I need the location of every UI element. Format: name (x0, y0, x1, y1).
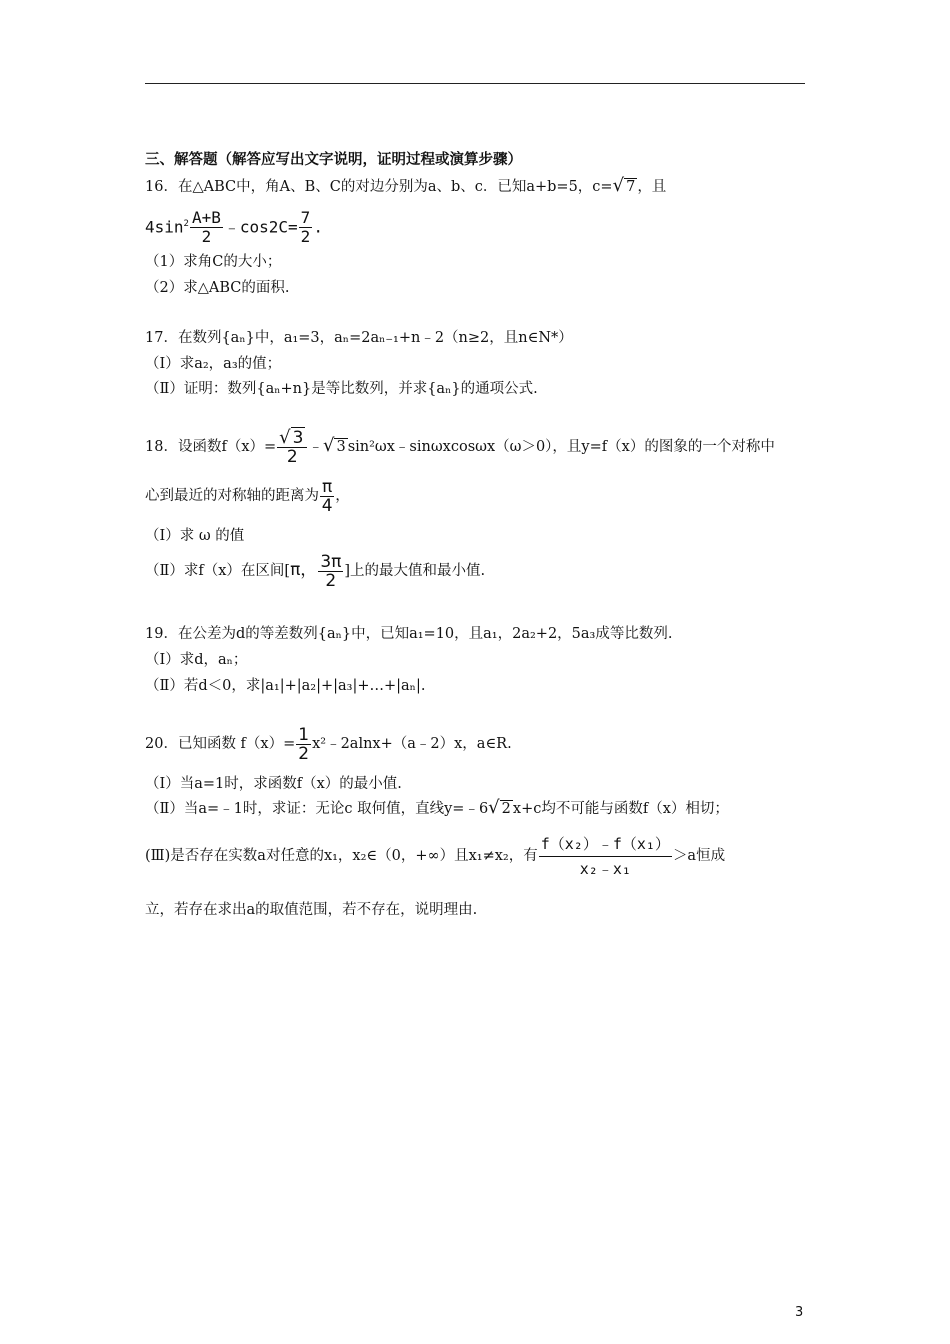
q18-part2: （Ⅱ）求f（x）在区间[π， $\frac{3\pi}{2}$ ]上的最大值和最小值. (145, 551, 486, 591)
q17-statement: 17．在数列{aₙ}中，a₁=3，aₙ=2aₙ₋₁+n﹣2（n≥2，且n∈N*） (145, 330, 573, 346)
q19-part1: （Ⅰ）求d，aₙ； (145, 652, 248, 668)
q16-part2: （2）求△ABC的面积. (145, 280, 290, 296)
fraction: $\frac{\text{f（x₂）﹣f（x₁）}}{\text{x₂﹣x₁}}$ (539, 832, 672, 881)
fraction: $\frac{1}{2}$ (298, 724, 310, 764)
q20-part2: （Ⅱ）当a=﹣1时，求证：无论c 取何值，直线y=﹣6√ 2 x+c均不可能与函数f（x）相切； (145, 797, 729, 818)
q16-part1: （1）求角C的大小； (145, 254, 282, 270)
fraction: $\frac{3\pi}{2}$ (320, 551, 342, 591)
q20-statement: 20．已知函数 f（x）= $\frac{1}{2}$ x²﹣2alnx+（a﹣2）x，a∈R. (145, 724, 512, 764)
sqrt-symbol: √ 7 (612, 175, 636, 196)
q18-part1: （Ⅰ）求 ω 的值 (145, 528, 245, 544)
header-rule (145, 83, 805, 84)
fraction: $\frac{\pi}{4}$ (321, 476, 333, 516)
q16-text: 16．在△ABC中，角A、B、C的对边分别为a、b、c．已知a+b=5，c= (145, 179, 613, 195)
q19-part2: （Ⅱ）若d＜0，求|a₁|+|a₂|+|a₃|+…+|aₙ|. (145, 678, 426, 694)
q19-statement: 19．在公差为d的等差数列{aₙ}中，已知a₁=10，且a₁，2a₂+2，5a₃成等比数列. (145, 626, 673, 642)
fraction: $\frac{7}{2}$ (300, 208, 311, 247)
q20-part3: (Ⅲ)是否存在实数a对任意的x₁，x₂∈（0，+∞）且x₁≠x₂，有 $\frac{\text{f（x₂）﹣f（x₁）}}{\text{x₂﹣x₁}}$ ＞a恒成 (145, 828, 725, 884)
sqrt-symbol: √ 2 (488, 797, 511, 818)
fraction: $\frac{A+B}{2}$ (191, 208, 221, 247)
sqrt-symbol: √ 3 (279, 426, 304, 448)
fraction: $\frac{√ 3}{2}$ (277, 429, 307, 466)
q16-formula: $4\sin^2$ $\frac{A+B}{2}$ ﹣cos2C= $\frac{7}{2}$ . (145, 208, 323, 247)
q17-part1: （Ⅰ）求a₂，a₃的值； (145, 356, 282, 372)
q16-statement: 16．在△ABC中，角A、B、C的对边分别为a、b、c．已知a+b=5，c=√ 7 ，且 (145, 175, 667, 196)
q18-statement-cont: 心到最近的对称轴的距离为 $\frac{\pi}{4}$ ， (145, 476, 350, 516)
q20-part3-cont: 立，若存在求出a的取值范围，若不存在，说明理由. (145, 902, 478, 918)
q18-statement: 18．设函数f（x）= $\frac{√ 3}{2}$ ﹣√ 3 sin²ωx﹣sinωxcosωx（ω＞0），且y=f（x）的图象的一个对称中 (145, 424, 775, 469)
q17-part2: （Ⅱ）证明：数列{aₙ+n}是等比数列，并求{aₙ}的通项公式. (145, 381, 538, 397)
sqrt-symbol: √ 3 (322, 435, 346, 456)
q20-part1: （Ⅰ）当a=1时，求函数f（x）的最小值. (145, 776, 402, 792)
section-title: 三、解答题（解答应写出文字说明，证明过程或演算步骤） (145, 151, 522, 168)
page-number: 3 (795, 1305, 804, 1320)
